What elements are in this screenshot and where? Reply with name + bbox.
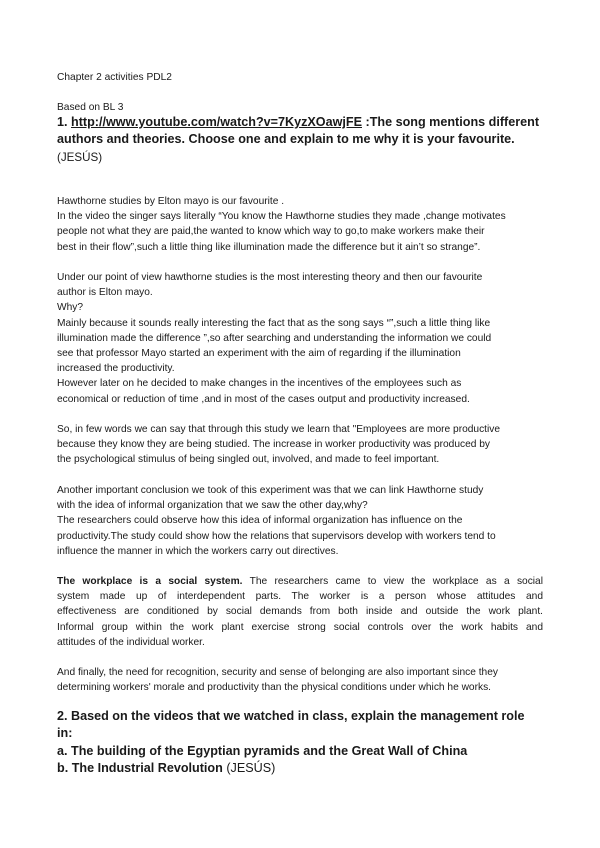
- question-1-number: 1.: [57, 115, 68, 129]
- answer-paragraph-3: [57, 422, 543, 468]
- question-2-item-a: a. The building of the Egyptian pyramids and the Great Wall of China: [57, 743, 468, 758]
- text-line: effectiveness are conditioned by social demands from both inside and outside the work plant.: [57, 606, 543, 618]
- question-1-text-a: :The song mentions different: [365, 115, 540, 129]
- text-line: system made up of interdependent parts. The worker is a person whose attitudes and: [57, 591, 543, 603]
- text-line: influence the manner in which the workers carry out directives.: [57, 545, 339, 557]
- answer-paragraph-5: [57, 574, 543, 650]
- text-line: author is Elton mayo.: [57, 287, 153, 299]
- question-1-text-b: authors and theories. Choose one and explain to me why it is your favourite.: [57, 132, 515, 147]
- text-line: because they know they are being studied. The increase in worker productivity was produced by: [57, 439, 491, 451]
- text-line: In the video the singer says literally “You know the Hawthorne studies they made ,change motivates: [57, 211, 506, 223]
- text-line: economical or reduction of time ,and in most of the cases output and productivity increased.: [57, 393, 470, 405]
- chapter-title: Chapter 2 activities PDL2: [57, 72, 172, 83]
- text-line: the psychological stimulus of being singled out, involved, and made to feel important.: [57, 454, 440, 466]
- text-line: best in their flow”,such a little thing like illumination made the difference but it ain’t so strange”.: [57, 241, 481, 253]
- youtube-link[interactable]: http://www.youtube.com/watch?v=7KyzXOawjFE: [71, 115, 362, 129]
- text-line: Mainly because it sounds really interesting the fact that as the song says “”,such a little thing like: [57, 317, 491, 329]
- text-line: Another important conclusion we took of this experiment was that we can link Hawthorne study: [57, 485, 484, 496]
- text-line: Hawthorne studies by Elton mayo is our favourite .: [57, 196, 285, 207]
- text-line: So, in few words we can say that through this study we learn that "Employees are more productive: [57, 424, 501, 435]
- answer-paragraph-4: [57, 483, 543, 559]
- text-line: attitudes of the individual worker.: [57, 636, 205, 648]
- text-line: However later on he decided to make changes in the incentives of the employees such as: [57, 378, 462, 390]
- question-2-line-1: 2. Based on the videos that we watched in class, explain the management role in:: [57, 709, 525, 741]
- question-2: [57, 708, 543, 778]
- text-line: Under our point of view hawthorne studies is the most interesting theory and then our favourite: [57, 272, 483, 283]
- text-line: productivity.The study could show how the relations that supervisors develop with workers tend to: [57, 530, 496, 542]
- question-2-item-b: b. The Industrial Revolution: [57, 761, 223, 776]
- text-line: determining workers' morale and productivity than the physical conditions under which he works.: [57, 682, 491, 694]
- text-line: The researchers came to view the workplace as a social: [242, 576, 543, 587]
- text-line: And finally, the need for recognition, security and sense of belonging are also important since they: [57, 667, 498, 678]
- text-line: illumination made the difference ”,so after searching and understanding the information we could: [57, 332, 492, 344]
- text-line: increased the productivity.: [57, 363, 175, 375]
- text-line: people not what they are paid,the wanted to know which way to go,to make workers make their: [57, 226, 485, 238]
- answer-paragraph-2: [57, 270, 543, 407]
- question-2-author: (JESÚS): [222, 761, 276, 776]
- social-system-heading: The workplace is a social system.: [57, 576, 243, 587]
- based-on-label: Based on BL 3: [57, 102, 124, 113]
- answer-paragraph-1: [57, 194, 543, 255]
- text-line: Informal group within the work plant exercise strong social controls over the work habits and: [57, 621, 543, 633]
- question-1: [57, 114, 543, 166]
- text-line: The researchers could observe how this idea of informal organization has influence on the: [57, 515, 463, 527]
- text-line: Why?: [57, 302, 84, 314]
- question-1-author: (JESÚS): [57, 150, 103, 164]
- answer-paragraph-6: [57, 665, 543, 695]
- text-line: with the idea of informal organization that we saw the other day,why?: [57, 500, 368, 512]
- text-line: see that professor Mayo started an experiment with the aim of regarding if the illumination: [57, 348, 461, 360]
